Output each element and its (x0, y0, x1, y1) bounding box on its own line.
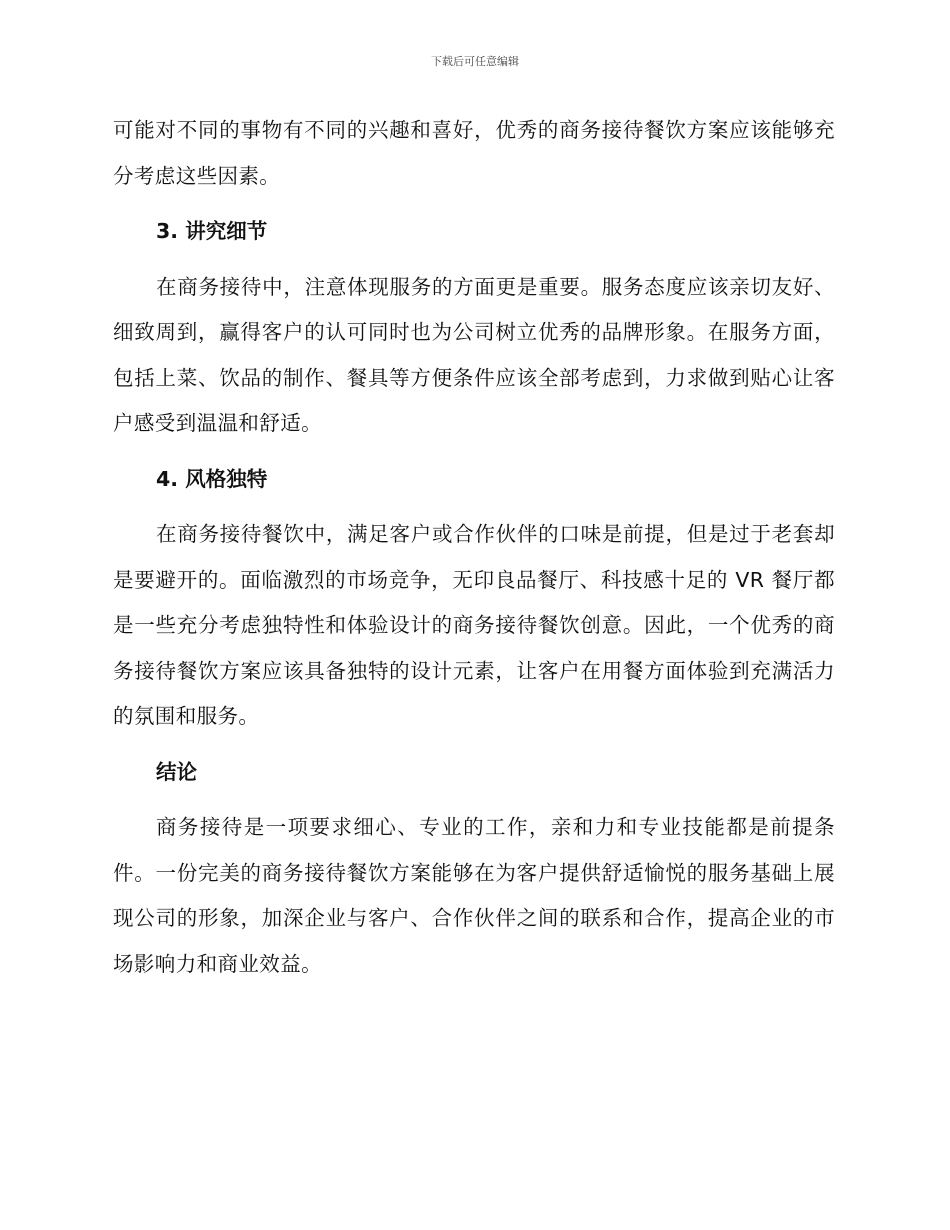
paragraph-continuation: 可能对不同的事物有不同的兴趣和喜好，优秀的商务接待餐饮方案应该能够充分考虑这些因素。 (113, 118, 835, 188)
page-header: 下载后可任意编辑 (431, 55, 519, 68)
document-body (113, 108, 835, 987)
section-heading-conclusion: 结论 (156, 759, 197, 784)
paragraph-conclusion: 商务接待是一项要求细心、专业的工作，亲和力和专业技能都是前提条件。一份完美的商务接待餐饮方案能够在为客户提供舒适愉悦的服务基础上展现公司的形象，加深企业与客户、合作伙伴之间的联系和合作，提高企业的市场影响力和商业效益。 (113, 815, 835, 976)
paragraph-details: 在商务接待中，注意体现服务的方面更是重要。服务态度应该亲切友好、细致周到，赢得客户的认可同时也为公司树立优秀的品牌形象。在服务方面，包括上菜、饮品的制作、餐具等方便条件应该全部考虑到，力求做到贴心让客户感受到温温和舒适。 (113, 274, 835, 435)
section-heading-details: 3. 讲究细节 (156, 219, 268, 243)
section-heading-style: 4. 风格独特 (156, 466, 268, 491)
paragraph-style: 在商务接待餐饮中，满足客户或合作伙伴的口味是前提，但是过于老套却是要避开的。面临激烈的市场竞争，无印良品餐厅、科技感十足的 VR 餐厅都是一些充分考虑独特性和体验设计的商务接待餐饮创意。因此，一个优秀的商务接待餐饮方案应该具备独特的设计元素，让客户在用餐方面体验到充满活力的氛围和服务。 (113, 522, 835, 728)
